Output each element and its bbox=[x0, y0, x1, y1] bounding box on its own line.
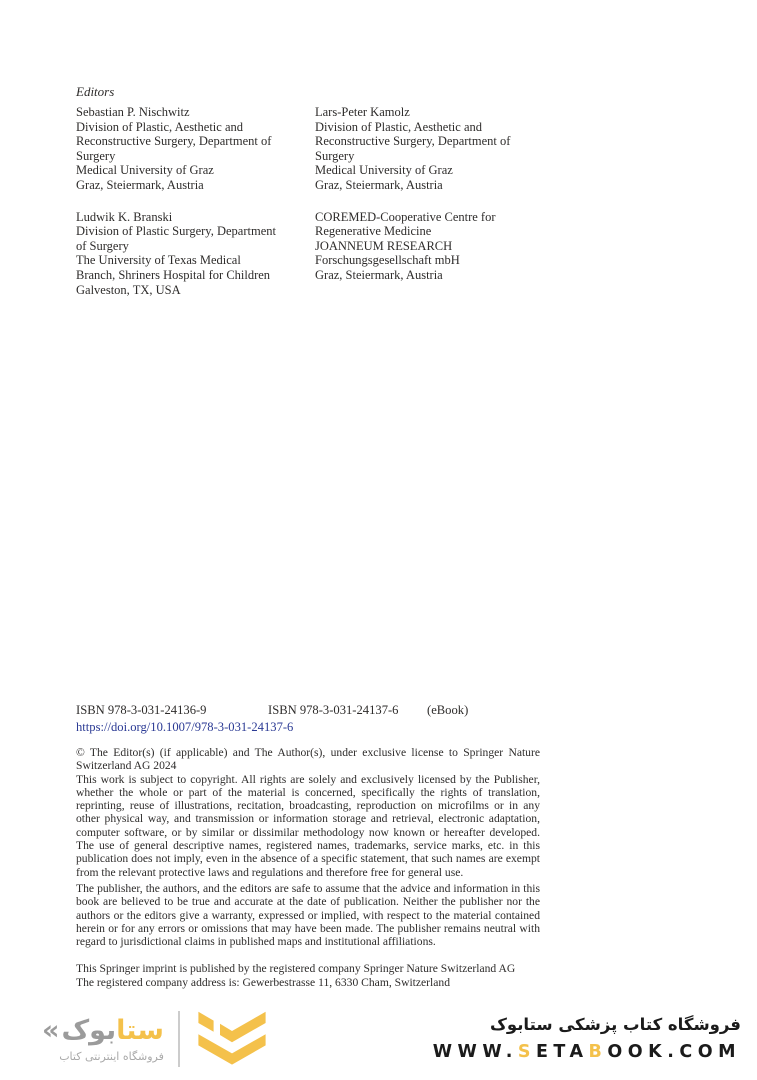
isbn-print: ISBN 978-3-031-24136-9 bbox=[76, 703, 207, 717]
editor-location-line: Galveston, TX, USA bbox=[76, 282, 181, 297]
url-segment-gold-b: B bbox=[588, 1042, 608, 1062]
footer-right bbox=[433, 1014, 741, 1064]
url-segment: WWW. bbox=[432, 1042, 518, 1062]
isbn-ebook: ISBN 978-3-031-24137-6 bbox=[268, 703, 399, 717]
editor-affiliation-line: Surgery bbox=[315, 148, 355, 163]
doi-link[interactable]: https://doi.org/10.1007/978-3-031-24137-6 bbox=[76, 720, 294, 734]
wordmark-gold-part: ستا bbox=[116, 1014, 164, 1046]
editor-location-line: Graz, Steiermark, Austria bbox=[315, 177, 443, 192]
url-segment: ETA bbox=[535, 1042, 589, 1062]
logo-tagline: فروشگاه اینترنتی کتاب bbox=[59, 1049, 164, 1063]
website-url[interactable] bbox=[433, 1040, 741, 1064]
editors-heading: Editors bbox=[76, 84, 115, 99]
disclaimer-paragraph: The publisher, the authors, and the editors are safe to assume that the advice and information in this book are believed to be true and accurate at the date of publication. Neither the publisher nor the authors or the editors give a warranty, expressed or implied, with respect to the material contained herein or for any errors or omissions that may have been made. The publisher remains neutral with regard to jurisdictional claims in published maps and institutional affiliations. bbox=[76, 881, 540, 949]
editor-block-nischwitz bbox=[76, 105, 315, 193]
editor-affiliation-line: Reconstructive Surgery, Department of bbox=[76, 134, 272, 149]
editor-block-coremed bbox=[315, 210, 548, 298]
editor-block-branski bbox=[76, 210, 315, 298]
editor-location-line: Graz, Steiermark, Austria bbox=[315, 267, 443, 282]
editor-affiliation-line: Division of Plastic Surgery, Department bbox=[76, 224, 276, 239]
logo-divider bbox=[178, 1011, 180, 1067]
editor-affiliation-line: Surgery bbox=[76, 148, 116, 163]
imprint-section bbox=[76, 962, 548, 989]
setabook-wordmark bbox=[42, 1016, 164, 1063]
setabook-logo[interactable] bbox=[42, 1002, 272, 1076]
editors-section bbox=[76, 84, 548, 297]
copyright-notice: © The Editor(s) (if applicable) and The Author(s), under exclusive license to Springer Nature Switzerland AG 2024 bbox=[76, 746, 540, 773]
imprint-address-line: The registered company address is: Gewerbestrasse 11, 6330 Cham, Switzerland bbox=[76, 975, 451, 989]
editor-name: Ludwik K. Branski bbox=[76, 209, 173, 224]
editor-affiliation-line: The University of Texas Medical bbox=[76, 253, 241, 268]
imprint-line: This Springer imprint is published by the registered company Springer Nature Switzerland AG bbox=[76, 962, 516, 975]
wordmark-text bbox=[42, 1016, 164, 1046]
editor-affiliation-line: Medical University of Graz bbox=[315, 163, 453, 178]
url-segment-gold-s: S bbox=[517, 1042, 536, 1062]
isbn-section bbox=[76, 702, 548, 735]
editor-name: Lars-Peter Kamolz bbox=[315, 105, 410, 119]
ebook-label: (eBook) bbox=[427, 703, 469, 717]
editor-affiliation-line: Reconstructive Surgery, Department of bbox=[315, 134, 511, 149]
editors-grid bbox=[76, 105, 548, 297]
editor-affiliation-line: Medical University of Graz bbox=[76, 163, 214, 178]
url-segment: OOK.COM bbox=[607, 1042, 741, 1062]
editor-affiliation-line: Regenerative Medicine bbox=[315, 224, 432, 239]
editor-affiliation-line: JOANNEUM RESEARCH bbox=[315, 238, 453, 253]
editor-name: Sebastian P. Nischwitz bbox=[76, 105, 190, 119]
editor-affiliation-line: Forschungsgesellschaft mbH bbox=[315, 253, 460, 268]
editor-name: COREMED-Cooperative Centre for bbox=[315, 209, 496, 224]
rights-paragraph: This work is subject to copyright. All rights are solely and exclusively licensed by the Publisher, whether the whole or part of the material is concerned, specifically the rights of translation, reprinting, reuse of illustrations, recitation, broadcasting, reproduction on microfilms or in any other physical way, and transmission or information storage and retrieval, electronic adaptation, computer software, or by similar or dissimilar methodology now known or hereafter developed. The use of general descriptive names, registered names, trademarks, service marks, etc. in this publication does not imply, even in the absence of a specific statement, that such names are exempt from the relevant protective laws and regulations and therefore free for general use. bbox=[76, 772, 540, 879]
wordmark-gray-part: بوک bbox=[61, 1014, 117, 1046]
editor-affiliation-line: Division of Plastic, Aesthetic and bbox=[76, 119, 243, 134]
editor-affiliation-line: Division of Plastic, Aesthetic and bbox=[315, 119, 482, 134]
guillemet-icon: « bbox=[42, 1014, 60, 1046]
editor-affiliation-line: Branch, Shriners Hospital for Children bbox=[76, 267, 271, 282]
legal-section bbox=[76, 746, 540, 948]
editor-location-line: Graz, Steiermark, Austria bbox=[76, 177, 204, 192]
setabook-footer bbox=[0, 998, 757, 1080]
store-title: فروشگاه کتاب پزشکی ستابوک bbox=[490, 1015, 741, 1034]
setabook-chevron-emblem-icon bbox=[192, 1002, 272, 1076]
editor-block-kamolz bbox=[315, 105, 548, 193]
isbn-line bbox=[76, 702, 548, 718]
editor-affiliation-line: of Surgery bbox=[76, 238, 129, 253]
